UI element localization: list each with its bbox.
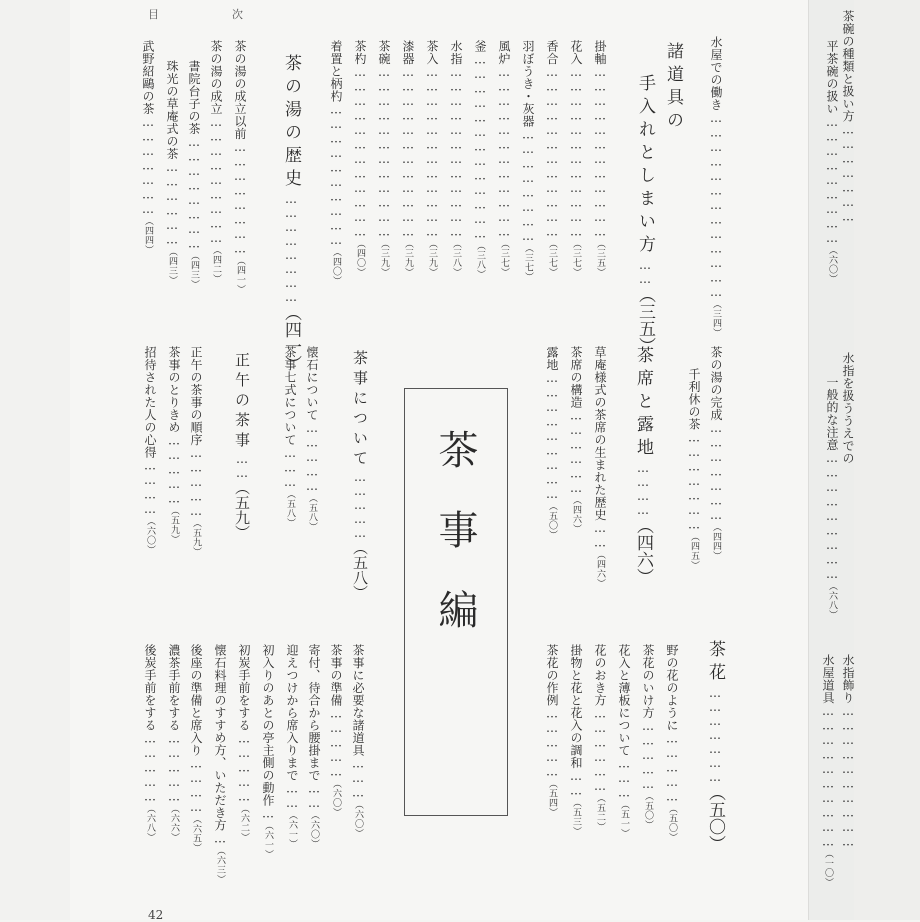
toc-entry: 掛物と花と花入の調和……（五三） <box>569 644 583 836</box>
toc-entry: 茶杓………………………………（四〇） <box>353 40 367 277</box>
toc-entry: 草庵様式の茶席の生まれた歴史……（四六） <box>593 346 607 588</box>
toc-entry: 後座の準備と席入り…………（六五） <box>189 644 203 853</box>
section-heading-shogo: 正午の茶事……（五九） <box>233 352 251 540</box>
outer-margin-left <box>0 0 70 920</box>
part-title: 茶事編 <box>432 429 478 669</box>
toc-entry: 一般的な注意………………………（六八） <box>825 376 839 620</box>
toc-entry: 露地………………………（五〇） <box>545 346 559 540</box>
toc-entry: 野の花のように……………（五〇） <box>665 644 679 842</box>
toc-entry: 茶碗………………………………（三九） <box>377 40 391 277</box>
toc-entry: 茶事七式について………（五八） <box>283 346 297 528</box>
toc-entry: 水屋道具…………………………（一〇） <box>821 654 835 887</box>
toc-entry: 寄付、待合から腰掛まで……（六〇） <box>307 644 321 849</box>
toc-entry: 茶花のいけ方……………（五〇） <box>641 644 655 830</box>
part-title-box <box>404 388 508 816</box>
toc-entry: 正午の茶事の順序……………（五九） <box>189 346 203 557</box>
toc-entry: 着置と柄杓…………………………（四〇） <box>329 40 343 286</box>
toc-entry-mizuya: 水屋での働き…………………………………（三四） <box>709 36 723 338</box>
toc-entry: 水指飾り………………………… <box>841 654 855 849</box>
toc-entry: 花のおき方………………（五二） <box>593 644 607 832</box>
toc-entry: 風炉………………………………（三七） <box>497 40 511 277</box>
toc-entry: 茶入………………………………（三九） <box>425 40 439 277</box>
running-head-right: 次 <box>232 8 243 21</box>
toc-entry: 茶の湯の成立………………………（四二） <box>209 40 223 284</box>
facing-page-strip <box>854 0 920 920</box>
section-heading-chaseki: 茶席と露地…………（四六） <box>633 346 653 585</box>
toc-entry: 掛軸………………………………（三五） <box>593 40 607 277</box>
toc-entry: 懐石料理のすすめ方、いただき方…（六三） <box>213 644 227 884</box>
toc-entry: 書院台子の茶……………………（四三） <box>187 60 201 289</box>
toc-entry: 迎えつけから席入りまで……（六一） <box>285 644 299 849</box>
toc-entry: 漆器………………………………（三九） <box>401 40 415 277</box>
toc-entry: 水指を扱ううえでの <box>841 352 855 465</box>
toc-entry: 釜…………………………………（三八） <box>473 40 487 279</box>
toc-entry: 後炭手前をする……………（六八） <box>143 644 157 842</box>
toc-entry: 香合………………………………（三七） <box>545 40 559 277</box>
section-heading-chabana: 茶花…………………（五〇） <box>705 640 725 852</box>
toc-entry: 茶花の作例……………（五四） <box>545 644 559 817</box>
toc-entry: 千利休の茶…………………（四五） <box>687 368 701 570</box>
section-heading-shodogu-2: 手入れとしまい方……（三五） <box>635 74 655 354</box>
section-heading-chaji: 茶事について……………（五八） <box>351 350 369 600</box>
toc-entry: 茶事のとりきめ……………（五九） <box>167 346 181 544</box>
toc-entry: 懐石について……………（五八） <box>305 346 319 532</box>
running-head-left: 目 <box>148 8 159 21</box>
toc-entry: 水指………………………………（三八） <box>449 40 463 277</box>
toc-entry: 羽ぼうき・灰器……………………（三七） <box>521 40 535 282</box>
toc-entry: 濃茶手前をする……………（六六） <box>167 644 181 842</box>
toc-entry: 茶の湯の完成…………………（四四） <box>709 346 723 561</box>
toc-entry: 初炭手前をする……………（六二） <box>237 644 251 842</box>
toc-entry: 花入………………………………（三七） <box>569 40 583 277</box>
toc-entry: 茶事の準備……………（六〇） <box>329 644 343 817</box>
toc-entry: 茶の湯の成立以前……………………（四一） <box>233 40 247 294</box>
toc-entry: 招待された人の心得…………（六〇） <box>143 346 157 555</box>
toc-entry: 武野紹鷗の茶…………………（四四） <box>141 40 155 255</box>
section-heading-shodogu-1: 諸道具の <box>663 42 683 134</box>
toc-entry: 茶事に必要な諸道具………（六〇） <box>351 644 365 838</box>
toc-entry: 平茶碗の扱い………………………（六〇） <box>825 40 839 284</box>
toc-entry: 花入と薄板について………（五一） <box>617 644 631 838</box>
toc-entry: 珠光の草庵式の茶………………（四三） <box>165 60 179 285</box>
page-number: 42 <box>148 908 164 922</box>
toc-entry: 初入りのあとの亭主側の動作…（六一） <box>261 644 275 859</box>
toc-entry: 茶席の構造………………（四六） <box>569 346 583 534</box>
toc-entry: 茶碗の種類と扱い方………………… <box>841 10 855 224</box>
section-heading-history: 茶の湯の歴史……………………（四一） <box>281 54 301 372</box>
